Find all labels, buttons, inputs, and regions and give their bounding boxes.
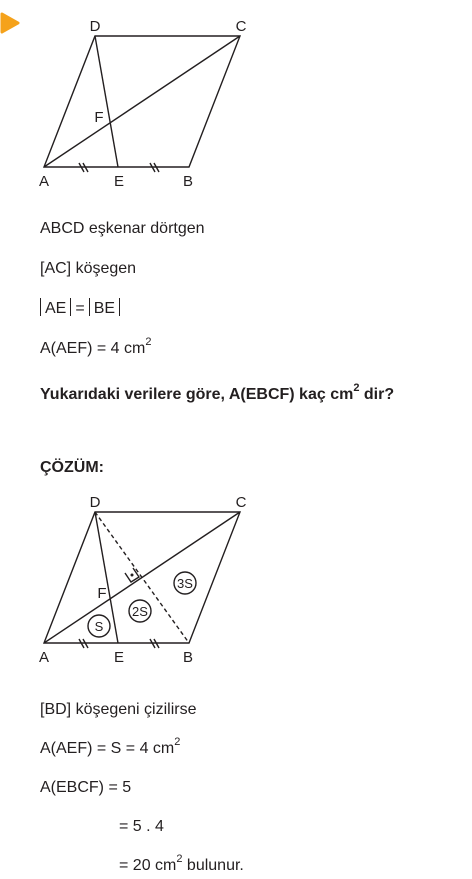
step-area-s: A(AEF) = S = 4 $cm^2$ bbox=[40, 736, 181, 757]
step-result: = 20 $cm^2$ bulunur. bbox=[119, 853, 244, 874]
region-3s-label: 3S bbox=[177, 576, 193, 591]
solution-heading: ÇÖZÜM: bbox=[40, 459, 104, 476]
diagonal-ac bbox=[44, 36, 240, 167]
label-f: F bbox=[97, 585, 107, 602]
segment-de bbox=[95, 36, 118, 167]
label-d: D bbox=[89, 494, 101, 511]
given-equal-lengths: AE = BE bbox=[36, 298, 124, 319]
step-draw-bd: [BD] köşegeni çizilirse bbox=[40, 701, 197, 718]
label-f: F bbox=[94, 109, 104, 126]
given-rhombus: ABCD eşkenar dörtgen bbox=[40, 220, 205, 237]
label-a: A bbox=[38, 173, 50, 190]
label-b: B bbox=[182, 649, 194, 666]
label-d: D bbox=[89, 18, 101, 35]
solution-rhombus-figure bbox=[30, 490, 260, 670]
label-e: E bbox=[113, 173, 125, 190]
region-s-label: S bbox=[94, 619, 104, 634]
label-b: B bbox=[182, 173, 194, 190]
step-multiply: = 5 . 4 bbox=[119, 818, 164, 835]
label-c: C bbox=[235, 18, 247, 35]
given-area: A(AEF) = 4 $cm^2$ bbox=[40, 336, 152, 357]
step-ebcf-5s: A(EBCF) = 5 bbox=[40, 779, 132, 796]
given-diagonal: [AC] köşegen bbox=[40, 260, 137, 277]
region-2s-label: 2S bbox=[132, 604, 148, 619]
question-text: Yukarıdaki verilere göre, A(EBCF) kaç $cm^2$ dir? bbox=[40, 382, 395, 403]
label-e: E bbox=[113, 649, 125, 666]
label-c: C bbox=[235, 494, 247, 511]
label-a: A bbox=[38, 649, 50, 666]
play-marker-icon bbox=[0, 12, 22, 34]
problem-rhombus-figure bbox=[30, 10, 260, 195]
